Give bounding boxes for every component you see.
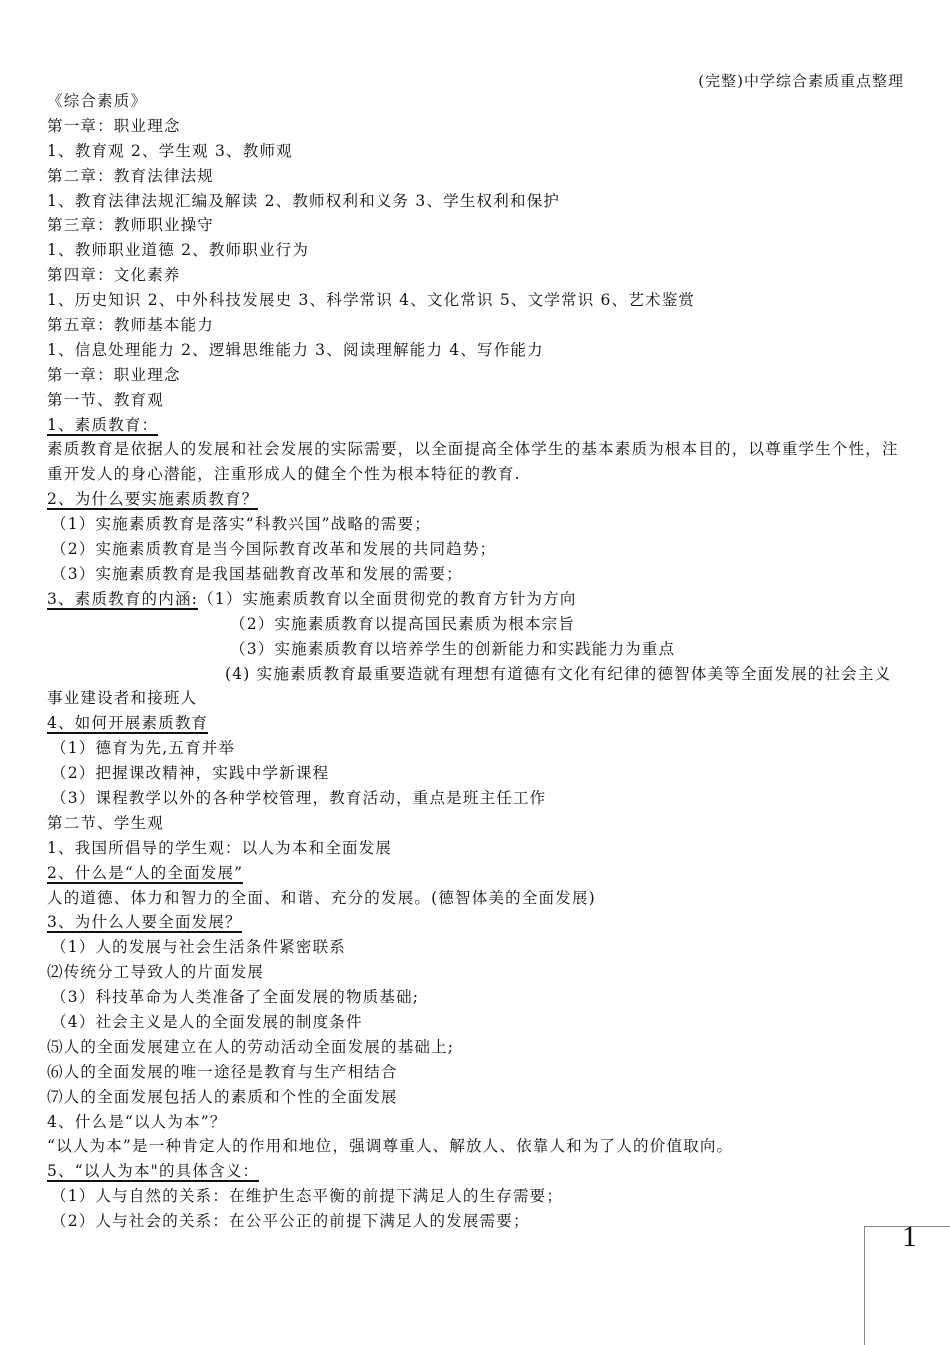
list-item: （1）人的发展与社会生活条件紧密联系 bbox=[51, 938, 346, 957]
subheading-underlined: 4、如何开展素质教育 bbox=[47, 714, 209, 733]
text-line: 4、什么是“以人为本”？ bbox=[47, 1112, 227, 1131]
section-heading: 第二节、学生观 bbox=[47, 813, 164, 832]
text-line: 人的道德、体力和智力的全面、和谐、充分的发展。(德智体美的全面发展) bbox=[47, 888, 596, 907]
subheading-underlined: 5、“以人为本"的具体含义： bbox=[47, 1162, 260, 1181]
paragraph: 素质教育是依据人的发展和社会发展的实际需要，以全面提高全体学生的基本素质为根本目的，以尊重学生个性，注重开发人的身心潜能，注重形成人的健全个性为根本特征的教育. bbox=[47, 440, 899, 484]
list-item: （1）实施素质教育以全面贯彻党的教育方针为方向 bbox=[198, 589, 577, 608]
list-item: ⑵传统分工导致人的片面发展 bbox=[47, 963, 265, 982]
list-item: （3）科技革命为人类准备了全面发展的物质基础; bbox=[51, 988, 420, 1007]
list-item: （4）社会主义是人的全面发展的制度条件 bbox=[51, 1013, 363, 1032]
list-item: （1）德育为先,五育并举 bbox=[51, 739, 236, 758]
list-item: （3）课程教学以外的各种学校管理，教育活动，重点是班主任工作 bbox=[51, 789, 547, 807]
subheading-underlined: 3、为什么人要全面发展？ bbox=[47, 913, 242, 932]
list-item: ⑺人的全面发展包括人的素质和个性的全面发展 bbox=[47, 1087, 398, 1106]
list-item: （2）实施素质教育是当今国际教育改革和发展的共同趋势； bbox=[51, 540, 497, 559]
list-item: （1）人与自然的关系：在维护生态平衡的前提下满足人的生存需要； bbox=[51, 1187, 564, 1206]
text-line: 1、历史知识 2、中外科技发展史 3、科学常识 4、文化常识 5、文学常识 6、艺术鉴赏 bbox=[47, 291, 696, 310]
book-title: 《综合素质》 bbox=[47, 92, 148, 110]
text-line: 1、信息处理能力 2、逻辑思维能力 3、阅读理解能力 4、写作能力 bbox=[47, 340, 544, 359]
list-item: （2）实施素质教育以提高国民素质为根本宗旨 bbox=[230, 614, 576, 633]
list-item: （2）把握课改精神，实践中学新课程 bbox=[51, 764, 330, 783]
chapter-heading: 第五章：教师基本能力 bbox=[47, 316, 215, 335]
text-line: 1、教师职业道德 2、教师职业行为 bbox=[47, 241, 310, 260]
list-item: (4) 实施素质教育最重要造就有理想有道德有文化有纪律的德智体美等全面发展的社会主义事业建设者和接班人 bbox=[47, 664, 892, 708]
subheading-underlined: 2、为什么要实施素质教育？ bbox=[47, 490, 259, 509]
list-item: （1）实施素质教育是落实“科教兴国”战略的需要； bbox=[51, 515, 432, 534]
text-line: 1、教育观 2、学生观 3、教师观 bbox=[47, 141, 293, 160]
list-item: ⑹人的全面发展的唯一途径是教育与生产相结合 bbox=[47, 1062, 398, 1081]
text-line: 1、我国所倡导的学生观：以人为本和全面发展 bbox=[47, 838, 393, 857]
text-line: “以人为本”是一种肯定人的作用和地位，强调尊重人、解放人、依靠人和为了人的价值取向。 bbox=[47, 1137, 734, 1156]
running-header: (完整)中学综合素质重点整理 bbox=[698, 72, 904, 90]
page-number: 1 bbox=[902, 1220, 917, 1253]
document-body bbox=[47, 89, 907, 1234]
subheading-underlined: 3、素质教育的内涵: bbox=[47, 589, 199, 608]
text-line: 1、教育法律法规汇编及解读 2、教师权利和义务 3、学生权利和保护 bbox=[47, 191, 561, 210]
list-item: （3）实施素质教育以培养学生的创新能力和实践能力为重点 bbox=[230, 639, 676, 658]
list-item: （3）实施素质教育是我国基础教育改革和发展的需要； bbox=[51, 564, 463, 583]
list-item: ⑸人的全面发展建立在人的劳动活动全面发展的基础上; bbox=[47, 1037, 455, 1056]
list-item: （2）人与社会的关系：在公平公正的前提下满足人的发展需要； bbox=[51, 1212, 530, 1231]
chapter-heading: 第二章：教育法律法规 bbox=[47, 166, 215, 185]
chapter-heading: 第一章：职业理念 bbox=[47, 116, 181, 135]
chapter-heading: 第三章：教师职业操守 bbox=[47, 216, 215, 235]
chapter-heading: 第四章：文化素养 bbox=[47, 266, 181, 285]
section-heading: 第一节、教育观 bbox=[47, 390, 164, 409]
subheading-underlined: 2、什么是“人的全面发展” bbox=[47, 863, 244, 882]
chapter-heading: 第一章：职业理念 bbox=[47, 365, 181, 384]
subheading-underlined: 1、素质教育： bbox=[47, 415, 159, 434]
